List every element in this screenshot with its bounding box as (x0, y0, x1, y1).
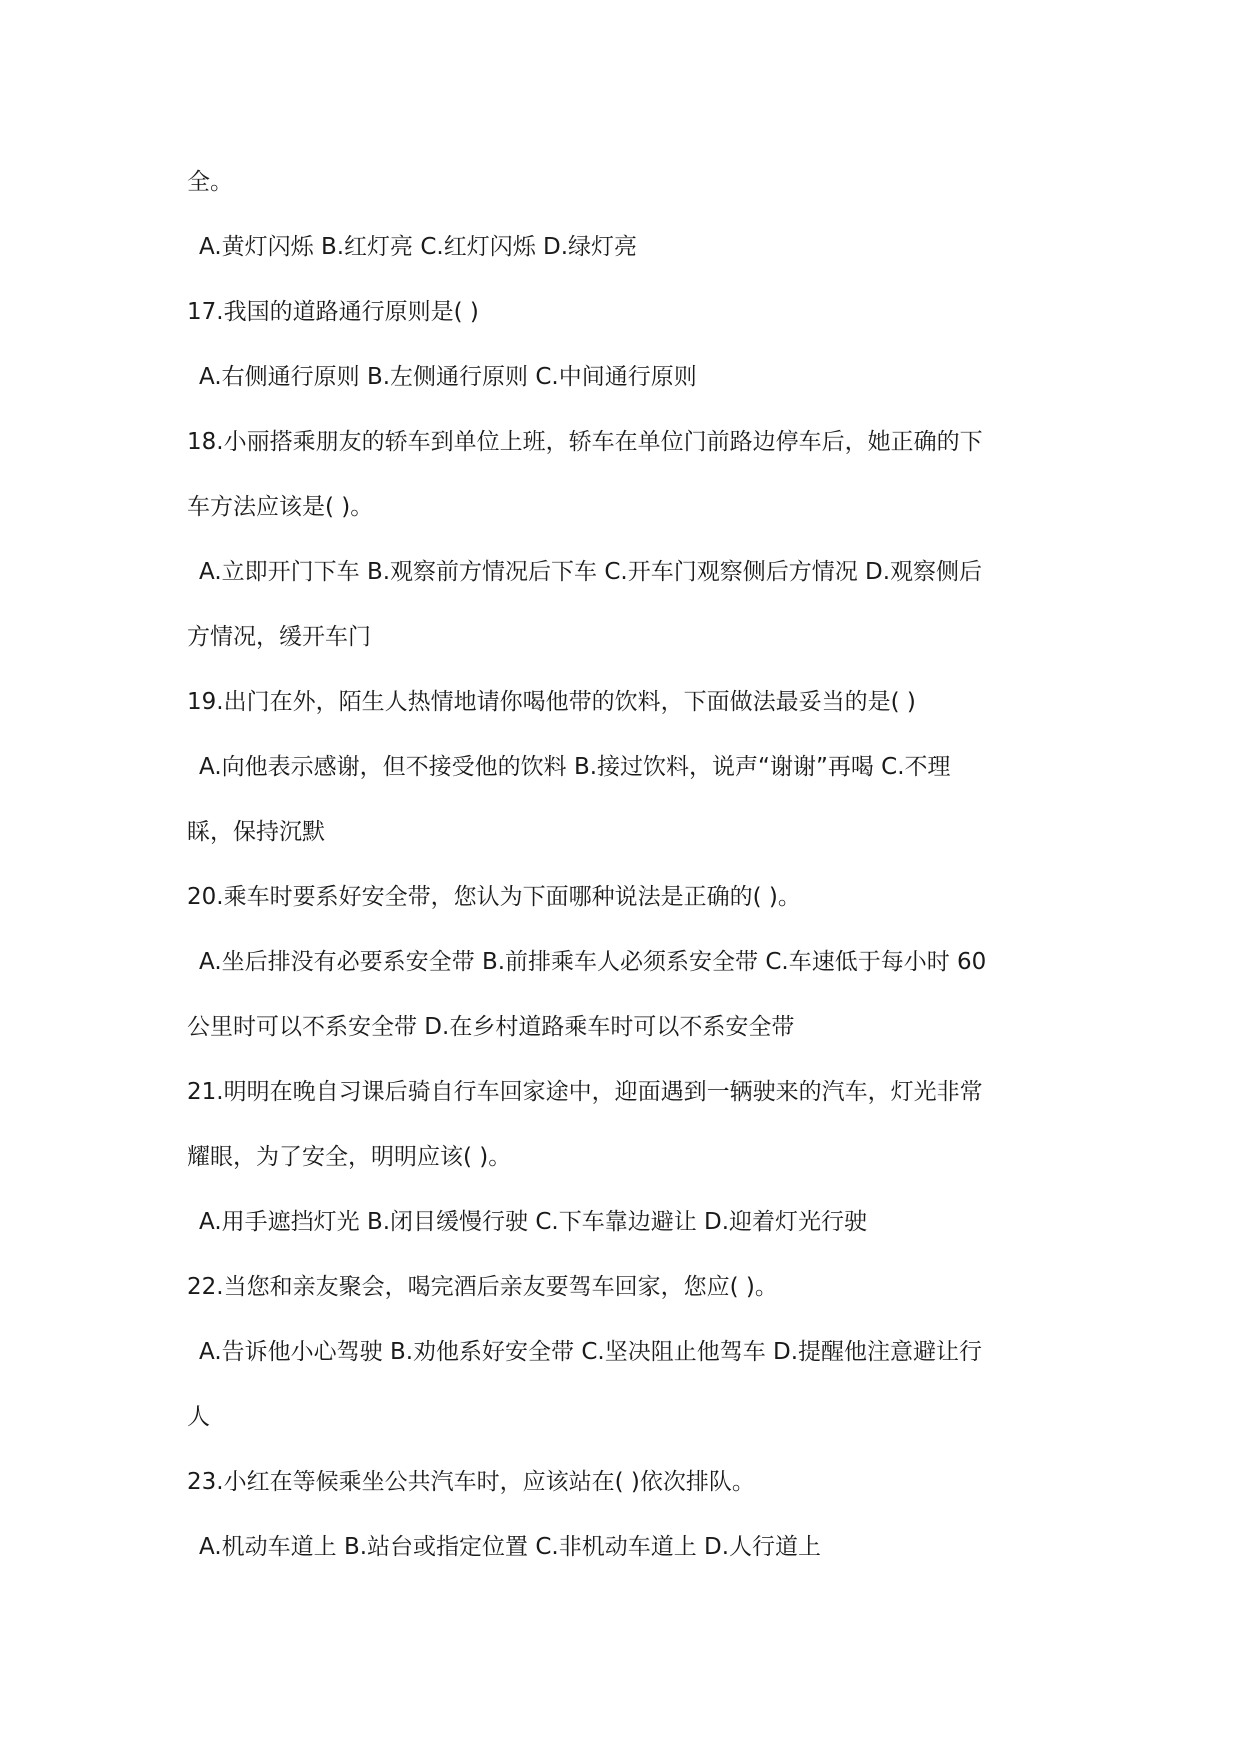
options-17: A.右侧通行原则 B.左侧通行原则 C.中间通行原则 (199, 364, 697, 390)
options-19-continued: 睬，保持沉默 (187, 819, 325, 845)
question-22: 22.当您和亲友聚会，喝完酒后亲友要驾车回家，您应( )。 (187, 1274, 778, 1300)
options-20: A.坐后排没有必要系安全带 B.前排乘车人必须系安全带 C.车速低于每小时 60 (199, 949, 987, 975)
options-21: A.用手遮挡灯光 B.闭目缓慢行驶 C.下车靠边避让 D.迎着灯光行驶 (199, 1209, 868, 1235)
question-17: 17.我国的道路通行原则是( ) (187, 299, 479, 325)
options-19: A.向他表示感谢，但不接受他的饮料 B.接过饮料，说声“谢谢”再喝 C.不理 (199, 754, 951, 780)
options-18-continued: 方情况，缓开车门 (187, 624, 371, 650)
options-22-continued: 人 (187, 1404, 210, 1430)
question-18-continued: 车方法应该是( )。 (187, 494, 374, 520)
options-18: A.立即开门下车 B.观察前方情况后下车 C.开车门观察侧后方情况 D.观察侧后 (199, 559, 983, 585)
options-16: A.黄灯闪烁 B.红灯亮 C.红灯闪烁 D.绿灯亮 (199, 234, 638, 260)
question-21: 21.明明在晚自习课后骑自行车回家途中，迎面遇到一辆驶来的汽车，灯光非常 (187, 1079, 983, 1105)
options-20-continued: 公里时可以不系安全带 D.在乡村道路乘车时可以不系安全带 (187, 1014, 795, 1040)
question-18: 18.小丽搭乘朋友的轿车到单位上班，轿车在单位门前路边停车后，她正确的下 (187, 429, 983, 455)
question-20: 20.乘车时要系好安全带，您认为下面哪种说法是正确的( )。 (187, 884, 801, 910)
options-23: A.机动车道上 B.站台或指定位置 C.非机动车道上 D.人行道上 (199, 1534, 822, 1560)
question-19: 19.出门在外，陌生人热情地请你喝他带的饮料，下面做法最妥当的是( ) (187, 689, 916, 715)
question-21-continued: 耀眼，为了安全，明明应该( )。 (187, 1144, 512, 1170)
options-22: A.告诉他小心驾驶 B.劝他系好安全带 C.坚决阻止他驾车 D.提醒他注意避让行 (199, 1339, 983, 1365)
answer-continuation: 全。 (187, 169, 233, 195)
question-23: 23.小红在等候乘坐公共汽车时，应该站在( )依次排队。 (187, 1469, 755, 1495)
